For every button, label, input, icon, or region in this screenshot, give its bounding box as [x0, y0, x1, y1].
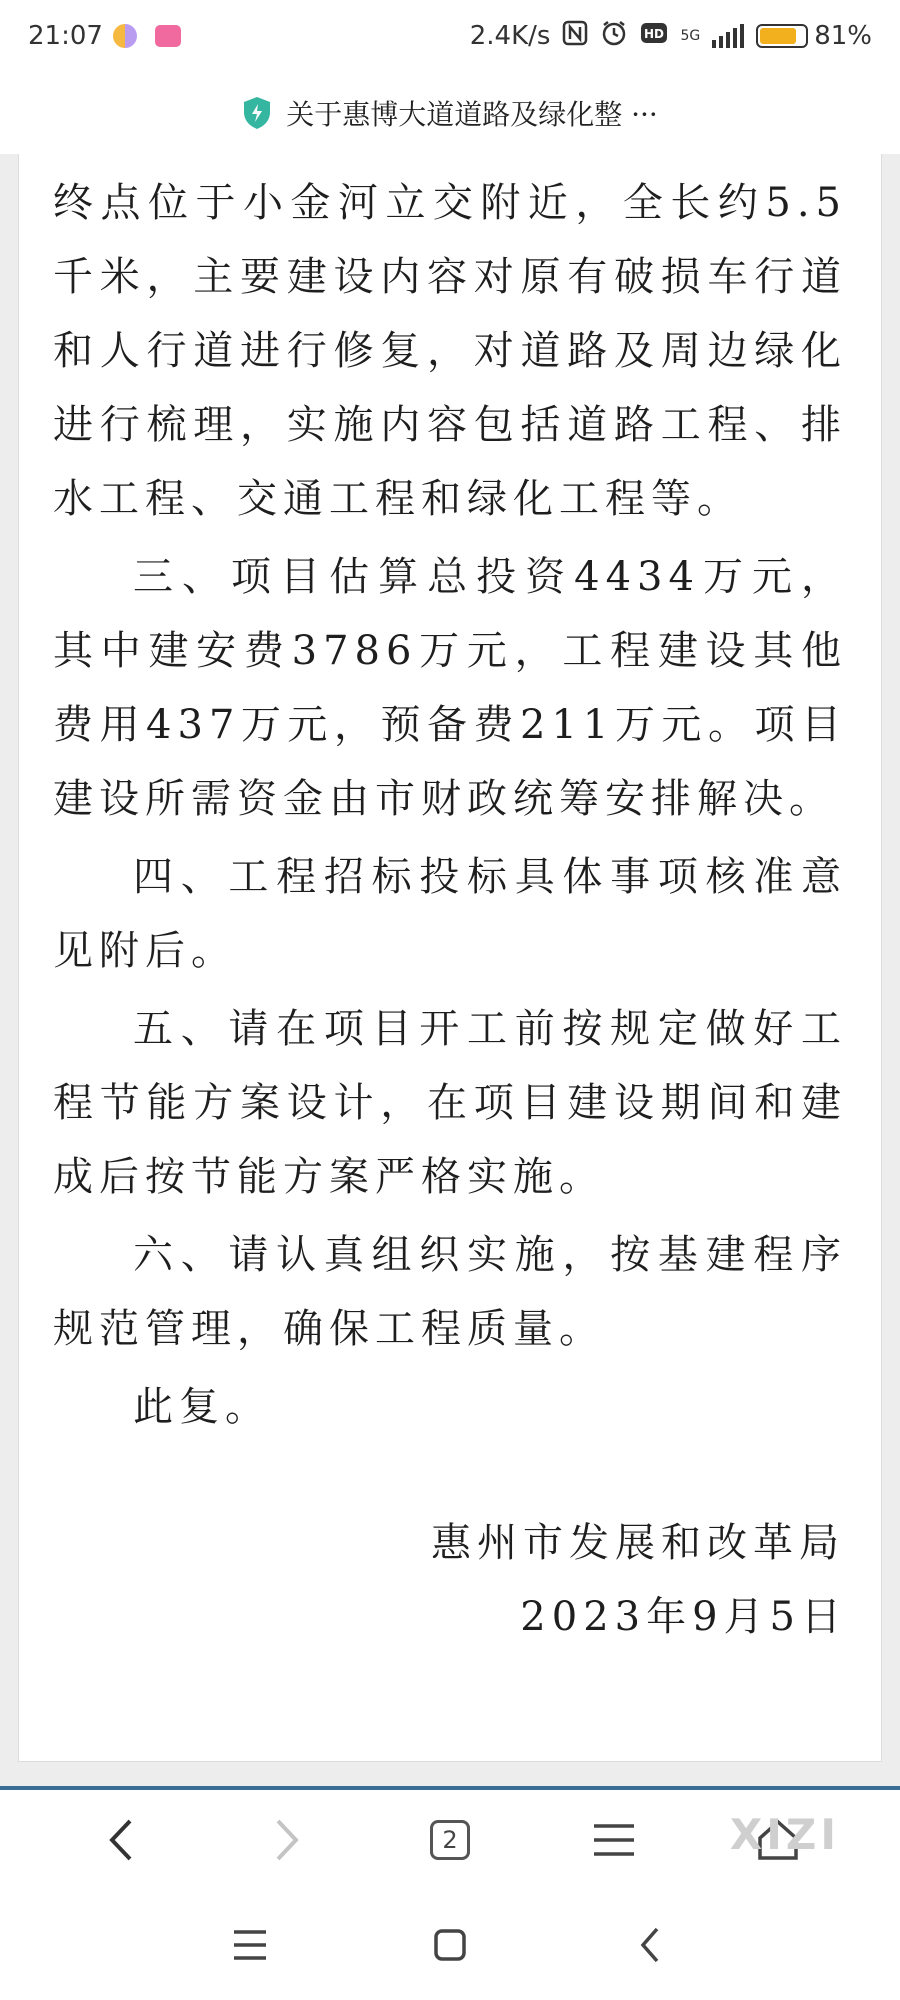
issuer-signature: 惠州市发展和改革局 — [431, 1520, 845, 1566]
svg-text:HD: HD — [644, 27, 665, 41]
square-home-icon — [433, 1928, 467, 1962]
status-bar — [0, 0, 900, 72]
clock: 21:07 — [28, 21, 103, 51]
browser-toolbar — [0, 1790, 900, 1890]
paragraph-implementation: 六、请认真组织实施，按基建程序规范管理，确保工程质量。 — [53, 1232, 847, 1352]
paragraph-energy: 五、请在项目开工前按规定做好工程节能方案设计，在项目建设期间和建成后按节能方案严格实施。 — [53, 1006, 847, 1200]
page-title: 关于惠博大道道路及绿化整 ··· — [286, 98, 658, 131]
home-icon — [754, 1816, 802, 1864]
hamburger-menu-icon — [592, 1820, 636, 1860]
app-notification-icon — [155, 25, 181, 47]
back-button[interactable] — [82, 1800, 162, 1880]
battery-percent: 81% — [814, 21, 872, 51]
menu-button[interactable] — [574, 1800, 654, 1880]
recent-apps-button[interactable] — [210, 1905, 290, 1985]
document-content — [18, 154, 882, 1762]
paragraph-scope: 终点位于小金河立交附近，全长约5.5千米，主要建设内容对原有破损车行道和人行道进行修复，对道路及周边绿化进行梳理，实施内容包括道路工程、排水工程、交通工程和绿化工程等。 — [53, 180, 847, 522]
hd-icon — [640, 21, 668, 51]
forward-button[interactable] — [246, 1800, 326, 1880]
system-navigation-bar — [0, 1890, 900, 2000]
notification-dot-icon — [113, 24, 137, 48]
paragraph-investment: 三、项目估算总投资4434万元，其中建安费3786万元，工程建设其他费用437万元，预备费211万元。项目建设所需资金由市财政统筹安排解决。 — [53, 554, 847, 822]
paragraph-bidding: 四、工程招标投标具体事项核准意见附后。 — [53, 854, 847, 974]
system-home-button[interactable] — [410, 1905, 490, 1985]
system-back-button[interactable] — [610, 1905, 690, 1985]
chevron-right-icon — [266, 1815, 306, 1865]
network-speed: 2.4K/s — [469, 21, 551, 51]
network-type: 5G — [680, 28, 701, 44]
nfc-icon — [562, 20, 588, 52]
tab-count: 2 — [430, 1820, 470, 1860]
back-arrow-icon — [635, 1925, 665, 1965]
home-button[interactable] — [738, 1800, 818, 1880]
issue-date: 2023年9月5日 — [520, 1594, 847, 1640]
battery-icon — [756, 24, 808, 48]
alarm-icon — [600, 19, 628, 53]
tabs-button[interactable] — [410, 1800, 490, 1880]
battery-indicator — [756, 21, 872, 51]
secure-shield-icon — [242, 96, 272, 130]
chevron-left-icon — [102, 1815, 142, 1865]
signal-strength-icon — [712, 24, 744, 48]
page-title-bar[interactable] — [0, 72, 900, 154]
closing-text: 此复。 — [133, 1384, 271, 1430]
recent-apps-icon — [232, 1928, 268, 1962]
watermark-logo: XIZI — [729, 1810, 840, 1859]
battery-level — [760, 28, 796, 44]
